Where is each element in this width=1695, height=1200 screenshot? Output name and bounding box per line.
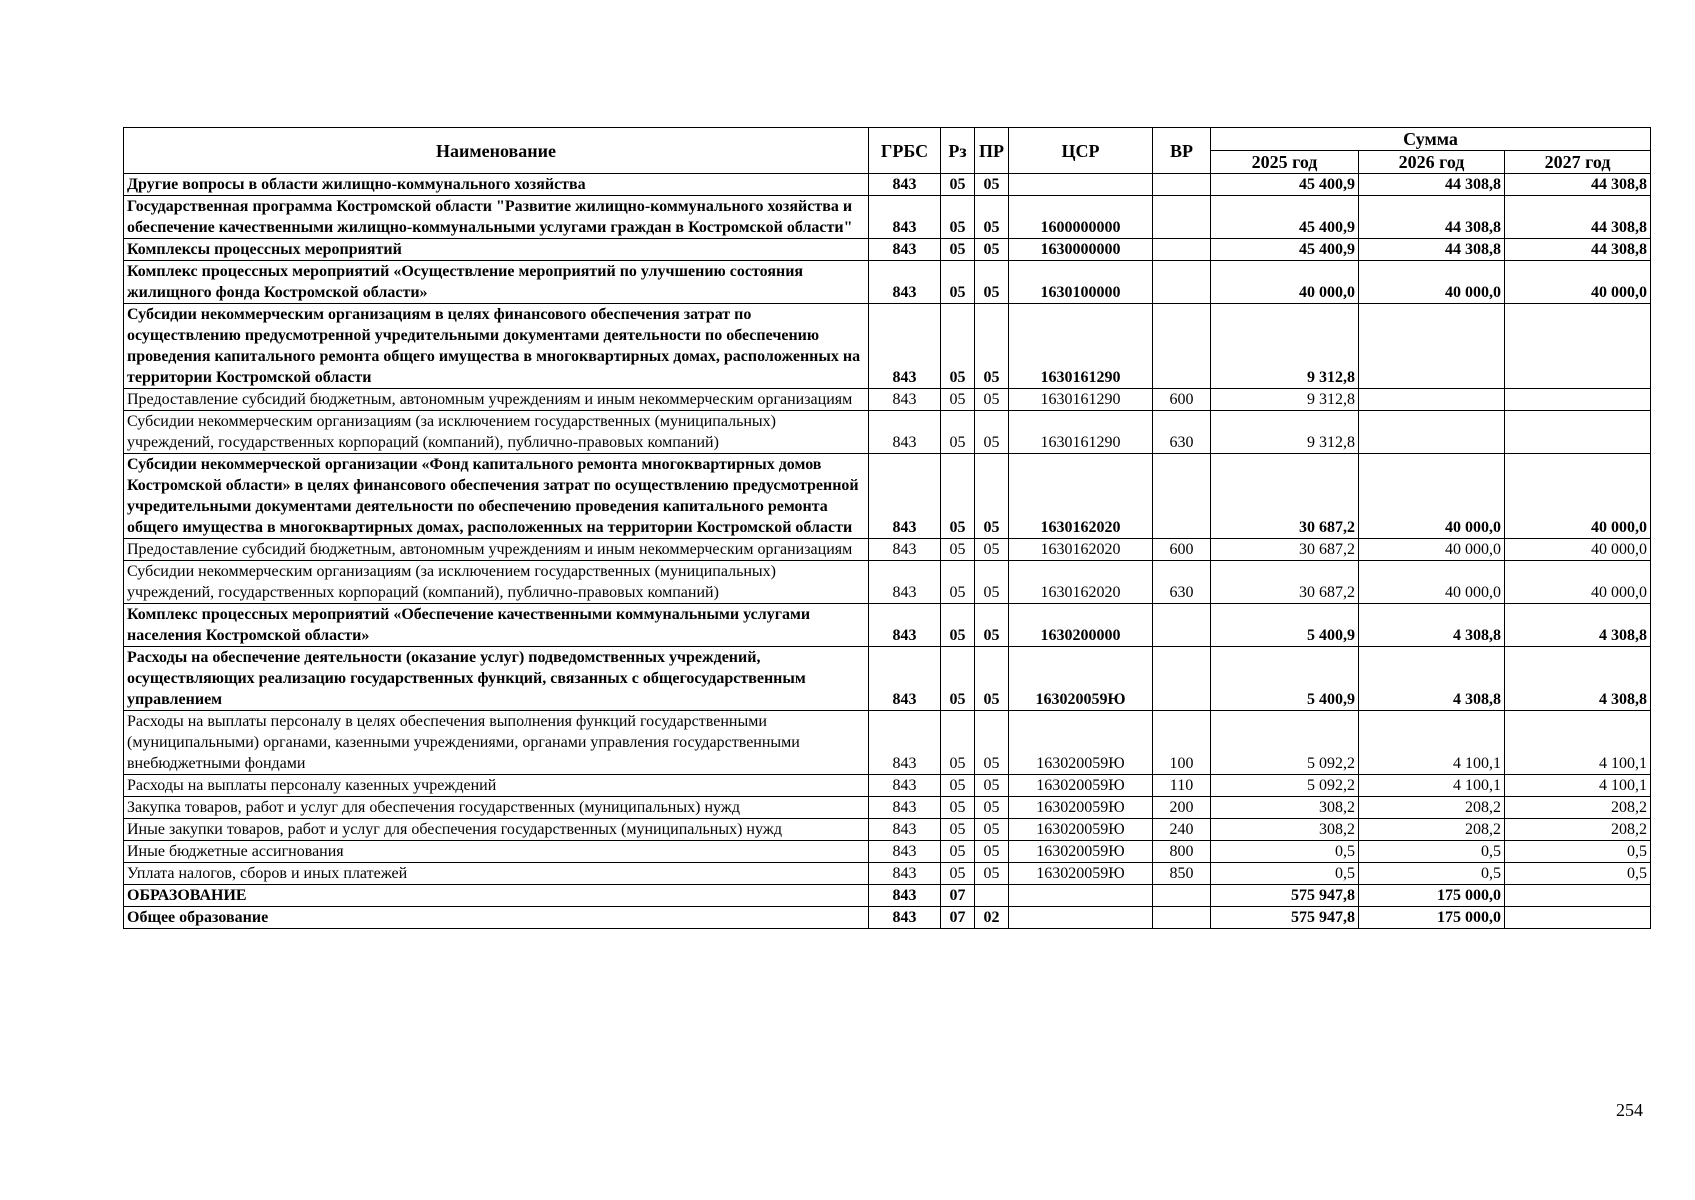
cell-name: Иные бюджетные ассигнования: [124, 841, 869, 863]
cell-grbs: 843: [869, 604, 941, 647]
cell-grbs: 843: [869, 261, 941, 304]
cell-pr: 05: [975, 539, 1009, 561]
cell-pr: 05: [975, 561, 1009, 604]
cell-pr: 05: [975, 604, 1009, 647]
cell-rz: 05: [941, 411, 975, 454]
cell-2025: 5 400,9: [1211, 604, 1359, 647]
cell-vr: 600: [1153, 539, 1211, 561]
cell-vr: 850: [1153, 863, 1211, 885]
table-row: [124, 196, 1651, 239]
cell-csr: 1600000000: [1009, 196, 1153, 239]
header-year-2027: 2027 год: [1505, 151, 1651, 174]
cell-vr: [1153, 885, 1211, 907]
cell-vr: [1153, 647, 1211, 711]
cell-name: Предоставление субсидий бюджетным, автономным учреждениям и иным некоммерческим организациям: [124, 539, 869, 561]
cell-2027: 44 308,8: [1505, 174, 1651, 196]
cell-2026: 4 100,1: [1359, 775, 1505, 797]
cell-rz: 05: [941, 261, 975, 304]
table-row: [124, 411, 1651, 454]
cell-rz: 05: [941, 647, 975, 711]
cell-pr: 05: [975, 389, 1009, 411]
cell-name: Комплексы процессных мероприятий: [124, 239, 869, 261]
cell-csr: 1630200000: [1009, 604, 1153, 647]
cell-2025: 308,2: [1211, 819, 1359, 841]
table-body: [124, 174, 1651, 929]
cell-2027: 40 000,0: [1505, 539, 1651, 561]
cell-name: Комплекс процессных мероприятий «Обеспечение качественными коммунальными услугами населения Костромской области»: [124, 604, 869, 647]
table-row: [124, 797, 1651, 819]
cell-2026: 44 308,8: [1359, 174, 1505, 196]
cell-vr: 240: [1153, 819, 1211, 841]
cell-2026: 175 000,0: [1359, 907, 1505, 929]
cell-pr: 05: [975, 819, 1009, 841]
cell-vr: [1153, 907, 1211, 929]
cell-vr: [1153, 261, 1211, 304]
cell-name: Комплекс процессных мероприятий «Осуществление мероприятий по улучшению состояния жилищного фонда Костромской области»: [124, 261, 869, 304]
cell-2027: 40 000,0: [1505, 261, 1651, 304]
cell-grbs: 843: [869, 239, 941, 261]
header-sum: Сумма: [1211, 128, 1651, 151]
table-row: [124, 841, 1651, 863]
table-row: [124, 775, 1651, 797]
cell-2025: 308,2: [1211, 797, 1359, 819]
cell-2025: 30 687,2: [1211, 561, 1359, 604]
header-year-2026: 2026 год: [1359, 151, 1505, 174]
header-row-1: [124, 128, 1651, 151]
cell-2027: 40 000,0: [1505, 561, 1651, 604]
cell-2026: 44 308,8: [1359, 239, 1505, 261]
cell-2026: 175 000,0: [1359, 885, 1505, 907]
cell-2027: [1505, 389, 1651, 411]
cell-name: ОБРАЗОВАНИЕ: [124, 885, 869, 907]
cell-2026: [1359, 389, 1505, 411]
cell-2027: 44 308,8: [1505, 196, 1651, 239]
cell-grbs: 843: [869, 411, 941, 454]
cell-rz: 07: [941, 885, 975, 907]
cell-grbs: 843: [869, 819, 941, 841]
cell-vr: 800: [1153, 841, 1211, 863]
cell-name: Государственная программа Костромской области "Развитие жилищно-коммунального хозяйства и обеспечение качественными жилищно-коммунальными услугами граждан в Костромской области": [124, 196, 869, 239]
cell-2027: 4 100,1: [1505, 711, 1651, 775]
cell-vr: 630: [1153, 411, 1211, 454]
cell-name: Субсидии некоммерческим организациям (за исключением государственных (муниципальных) учреждений, государственных корпораций (компаний), публично-правовых компаний): [124, 411, 869, 454]
cell-vr: 630: [1153, 561, 1211, 604]
cell-vr: 100: [1153, 711, 1211, 775]
cell-grbs: 843: [869, 907, 941, 929]
table-row: [124, 389, 1651, 411]
table-row: [124, 539, 1651, 561]
cell-pr: 05: [975, 239, 1009, 261]
cell-vr: 600: [1153, 389, 1211, 411]
cell-2025: 5 092,2: [1211, 775, 1359, 797]
cell-rz: 05: [941, 539, 975, 561]
cell-2026: [1359, 304, 1505, 389]
table-row: [124, 604, 1651, 647]
cell-grbs: 843: [869, 841, 941, 863]
cell-2025: 9 312,8: [1211, 389, 1359, 411]
cell-2025: 30 687,2: [1211, 539, 1359, 561]
cell-2027: 40 000,0: [1505, 454, 1651, 539]
cell-2026: 40 000,0: [1359, 454, 1505, 539]
cell-2027: 4 100,1: [1505, 775, 1651, 797]
cell-name: Иные закупки товаров, работ и услуг для обеспечения государственных (муниципальных) нужд: [124, 819, 869, 841]
table-row: [124, 819, 1651, 841]
cell-csr: 163020059Ю: [1009, 775, 1153, 797]
page-number: 254: [1616, 1100, 1643, 1120]
cell-2025: 30 687,2: [1211, 454, 1359, 539]
cell-rz: 05: [941, 841, 975, 863]
cell-2025: 9 312,8: [1211, 304, 1359, 389]
cell-csr: 1630000000: [1009, 239, 1153, 261]
cell-csr: 1630162020: [1009, 539, 1153, 561]
cell-name: Расходы на выплаты персоналу казенных учреждений: [124, 775, 869, 797]
cell-csr: [1009, 907, 1153, 929]
cell-csr: 1630162020: [1009, 561, 1153, 604]
cell-csr: [1009, 885, 1153, 907]
cell-csr: 163020059Ю: [1009, 797, 1153, 819]
cell-2026: 4 308,8: [1359, 647, 1505, 711]
cell-grbs: 843: [869, 885, 941, 907]
cell-pr: 05: [975, 775, 1009, 797]
cell-rz: 05: [941, 797, 975, 819]
budget-table: [123, 127, 1651, 929]
cell-pr: 05: [975, 411, 1009, 454]
cell-name: Закупка товаров, работ и услуг для обеспечения государственных (муниципальных) нужд: [124, 797, 869, 819]
cell-2025: 0,5: [1211, 863, 1359, 885]
cell-grbs: 843: [869, 174, 941, 196]
cell-vr: 200: [1153, 797, 1211, 819]
cell-2026: 44 308,8: [1359, 196, 1505, 239]
table-row: [124, 885, 1651, 907]
header-grbs: ГРБС: [869, 128, 941, 174]
cell-name: Расходы на выплаты персоналу в целях обеспечения выполнения функций государственными (муниципальными) органами, казенными учреждениями, органами управления государственными внебюджетными фондами: [124, 711, 869, 775]
cell-2027: 4 308,8: [1505, 604, 1651, 647]
header-vr: ВР: [1153, 128, 1211, 174]
cell-pr: 05: [975, 711, 1009, 775]
table-row: [124, 647, 1651, 711]
cell-2027: 208,2: [1505, 797, 1651, 819]
cell-grbs: 843: [869, 711, 941, 775]
header-year-2025: 2025 год: [1211, 151, 1359, 174]
cell-vr: [1153, 196, 1211, 239]
cell-grbs: 843: [869, 647, 941, 711]
cell-rz: 05: [941, 819, 975, 841]
cell-2027: 4 308,8: [1505, 647, 1651, 711]
cell-grbs: 843: [869, 539, 941, 561]
cell-2026: 40 000,0: [1359, 561, 1505, 604]
cell-pr: 05: [975, 454, 1009, 539]
cell-csr: 1630161290: [1009, 304, 1153, 389]
table-row: [124, 454, 1651, 539]
cell-grbs: 843: [869, 304, 941, 389]
cell-2026: 40 000,0: [1359, 261, 1505, 304]
cell-2027: 208,2: [1505, 819, 1651, 841]
cell-2026: 4 308,8: [1359, 604, 1505, 647]
cell-grbs: 843: [869, 196, 941, 239]
cell-pr: 02: [975, 907, 1009, 929]
cell-grbs: 843: [869, 863, 941, 885]
cell-grbs: 843: [869, 561, 941, 604]
cell-2027: [1505, 907, 1651, 929]
cell-csr: 163020059Ю: [1009, 841, 1153, 863]
cell-2026: [1359, 411, 1505, 454]
cell-2025: 5 400,9: [1211, 647, 1359, 711]
cell-pr: 05: [975, 304, 1009, 389]
cell-csr: 163020059Ю: [1009, 819, 1153, 841]
cell-vr: [1153, 239, 1211, 261]
cell-2025: 45 400,9: [1211, 239, 1359, 261]
cell-name: Общее образование: [124, 907, 869, 929]
cell-2027: 44 308,8: [1505, 239, 1651, 261]
cell-rz: 05: [941, 561, 975, 604]
cell-rz: 05: [941, 389, 975, 411]
cell-2026: 4 100,1: [1359, 711, 1505, 775]
cell-csr: 163020059Ю: [1009, 711, 1153, 775]
cell-2025: 40 000,0: [1211, 261, 1359, 304]
cell-2025: 45 400,9: [1211, 196, 1359, 239]
cell-rz: 05: [941, 239, 975, 261]
table-row: [124, 863, 1651, 885]
cell-2025: 575 947,8: [1211, 885, 1359, 907]
cell-pr: 05: [975, 174, 1009, 196]
cell-csr: 163020059Ю: [1009, 647, 1153, 711]
cell-grbs: 843: [869, 775, 941, 797]
table-row: [124, 174, 1651, 196]
cell-rz: 05: [941, 174, 975, 196]
cell-rz: 05: [941, 863, 975, 885]
cell-pr: 05: [975, 863, 1009, 885]
cell-rz: 05: [941, 196, 975, 239]
cell-pr: 05: [975, 841, 1009, 863]
table-row: [124, 261, 1651, 304]
table-row: [124, 304, 1651, 389]
header-pr: ПР: [975, 128, 1009, 174]
cell-pr: 05: [975, 797, 1009, 819]
cell-vr: [1153, 604, 1211, 647]
cell-2026: 40 000,0: [1359, 539, 1505, 561]
cell-csr: 1630100000: [1009, 261, 1153, 304]
cell-name: Расходы на обеспечение деятельности (оказание услуг) подведомственных учреждений, осуществляющих реализацию государственных функций, связанных с общегосударственным управлением: [124, 647, 869, 711]
cell-2025: 9 312,8: [1211, 411, 1359, 454]
cell-2027: [1505, 885, 1651, 907]
cell-name: Субсидии некоммерческим организациям в целях финансового обеспечения затрат по осуществлению предусмотренной учредительными документами деятельности по обеспечению проведения капитального ремонта общего имущества в многоквартирных домах, расположенных на территории Костромской области: [124, 304, 869, 389]
table-row: [124, 907, 1651, 929]
table-row: [124, 239, 1651, 261]
cell-pr: [975, 885, 1009, 907]
cell-2025: 575 947,8: [1211, 907, 1359, 929]
cell-rz: 05: [941, 775, 975, 797]
cell-2027: [1505, 411, 1651, 454]
cell-vr: 110: [1153, 775, 1211, 797]
cell-grbs: 843: [869, 389, 941, 411]
cell-rz: 05: [941, 604, 975, 647]
cell-pr: 05: [975, 196, 1009, 239]
cell-rz: 05: [941, 304, 975, 389]
cell-2026: 0,5: [1359, 841, 1505, 863]
cell-grbs: 843: [869, 797, 941, 819]
table-row: [124, 561, 1651, 604]
cell-pr: 05: [975, 261, 1009, 304]
cell-csr: 163020059Ю: [1009, 863, 1153, 885]
header-name: Наименование: [124, 128, 869, 174]
cell-csr: 1630161290: [1009, 389, 1153, 411]
cell-2026: 0,5: [1359, 863, 1505, 885]
cell-2027: 0,5: [1505, 863, 1651, 885]
cell-csr: 1630161290: [1009, 411, 1153, 454]
cell-vr: [1153, 174, 1211, 196]
cell-2026: 208,2: [1359, 819, 1505, 841]
header-csr: ЦСР: [1009, 128, 1153, 174]
cell-name: Предоставление субсидий бюджетным, автономным учреждениям и иным некоммерческим организациям: [124, 389, 869, 411]
cell-2027: 0,5: [1505, 841, 1651, 863]
cell-2027: [1505, 304, 1651, 389]
cell-2026: 208,2: [1359, 797, 1505, 819]
cell-name: Другие вопросы в области жилищно-коммунального хозяйства: [124, 174, 869, 196]
cell-rz: 05: [941, 711, 975, 775]
cell-2025: 0,5: [1211, 841, 1359, 863]
cell-csr: [1009, 174, 1153, 196]
cell-vr: [1153, 454, 1211, 539]
cell-rz: 07: [941, 907, 975, 929]
cell-name: Субсидии некоммерческим организациям (за исключением государственных (муниципальных) учреждений, государственных корпораций (компаний), публично-правовых компаний): [124, 561, 869, 604]
cell-2025: 45 400,9: [1211, 174, 1359, 196]
table-row: [124, 711, 1651, 775]
cell-pr: 05: [975, 647, 1009, 711]
cell-vr: [1153, 304, 1211, 389]
header-rz: Рз: [941, 128, 975, 174]
table-header: [124, 128, 1651, 174]
cell-name: Субсидии некоммерческой организации «Фонд капитального ремонта многоквартирных домов Костромской области» в целях финансового обеспечения затрат по осуществлению предусмотренной учредительными документами деятельности по обеспечению проведения капитального ремонта общего имущества в многоквартирных домах, расположенных на территории Костромской области: [124, 454, 869, 539]
cell-grbs: 843: [869, 454, 941, 539]
cell-2025: 5 092,2: [1211, 711, 1359, 775]
cell-rz: 05: [941, 454, 975, 539]
cell-csr: 1630162020: [1009, 454, 1153, 539]
cell-name: Уплата налогов, сборов и иных платежей: [124, 863, 869, 885]
